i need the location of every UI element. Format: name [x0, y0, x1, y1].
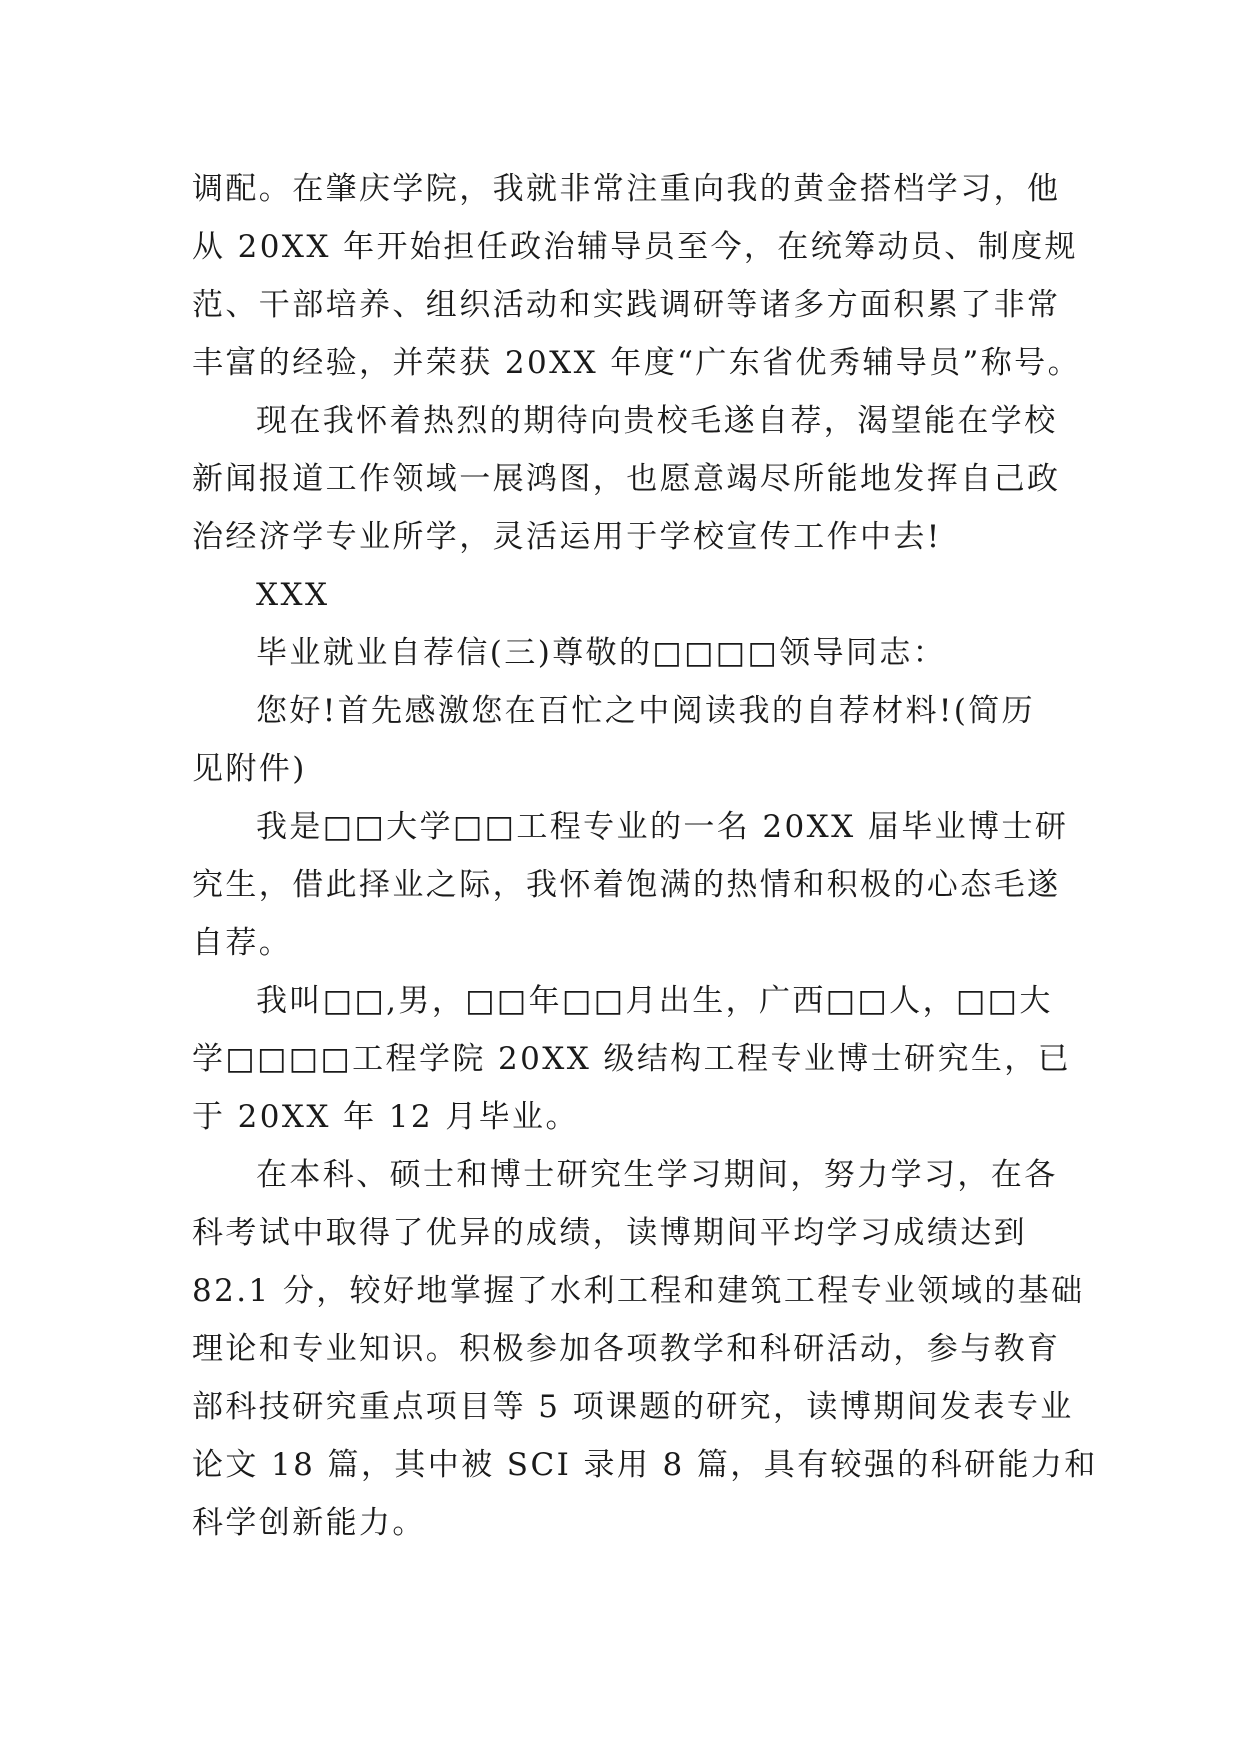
text-line: 自荐。: [192, 925, 293, 961]
text-line: 丰富的经验，并荣获 20XX 年度“广东省优秀辅导员”称号。: [192, 345, 1081, 381]
paragraph-first-line: 在本科、硕士和博士研究生学习期间，努力学习，在各: [256, 1157, 1058, 1193]
text-line: 于 20XX 年 12 月毕业。: [192, 1099, 579, 1135]
text-line: 调配。在肇庆学院，我就非常注重向我的黄金搭档学习，他: [192, 171, 1061, 207]
text-line: 理论和专业知识。积极参加各项教学和科研活动，参与教育: [192, 1331, 1061, 1367]
text-line: 范、干部培养、组织活动和实践调研等诸多方面积累了非常: [192, 287, 1061, 323]
text-line: 从 20XX 年开始担任政治辅导员至今，在统筹动员、制度规: [192, 229, 1078, 265]
text-line: 科考试中取得了优异的成绩，读博期间平均学习成绩达到: [192, 1215, 1027, 1251]
document-body: [192, 160, 1098, 1552]
paragraph-first-line: 我叫□□,男，□□年□□月出生，广西□□人，□□大: [256, 983, 1053, 1019]
paragraph-first-line: 现在我怀着热烈的期待向贵校毛遂自荐，渴望能在学校: [256, 403, 1058, 439]
text-line: 学□□□□工程学院 20XX 级结构工程专业博士研究生，已: [192, 1041, 1072, 1077]
paragraph-first-line: 我是□□大学□□工程专业的一名 20XX 届毕业博士研: [256, 809, 1069, 845]
signature-line: XXX: [256, 577, 330, 613]
paragraph-first-line: 您好!首先感激您在百忙之中阅读我的自荐材料!(简历: [256, 693, 1036, 729]
text-line: 科学创新能力。: [192, 1505, 426, 1541]
text-line: 论文 18 篇，其中被 SCI 录用 8 篇，具有较强的科研能力和: [192, 1447, 1098, 1483]
text-line: 究生，借此择业之际，我怀着饱满的热情和积极的心态毛遂: [192, 867, 1061, 903]
section-heading-line: 毕业就业自荐信(三)尊敬的□□□□领导同志：: [256, 635, 947, 671]
text-line: 新闻报道工作领域一展鸿图，也愿意竭尽所能地发挥自己政: [192, 461, 1061, 497]
text-line: 部科技研究重点项目等 5 项课题的研究，读博期间发表专业: [192, 1389, 1074, 1425]
text-line: 治经济学专业所学，灵活运用于学校宣传工作中去!: [192, 519, 942, 555]
text-line: 见附件): [192, 751, 307, 787]
text-line: 82.1 分，较好地掌握了水利工程和建筑工程专业领域的基础: [192, 1273, 1085, 1309]
